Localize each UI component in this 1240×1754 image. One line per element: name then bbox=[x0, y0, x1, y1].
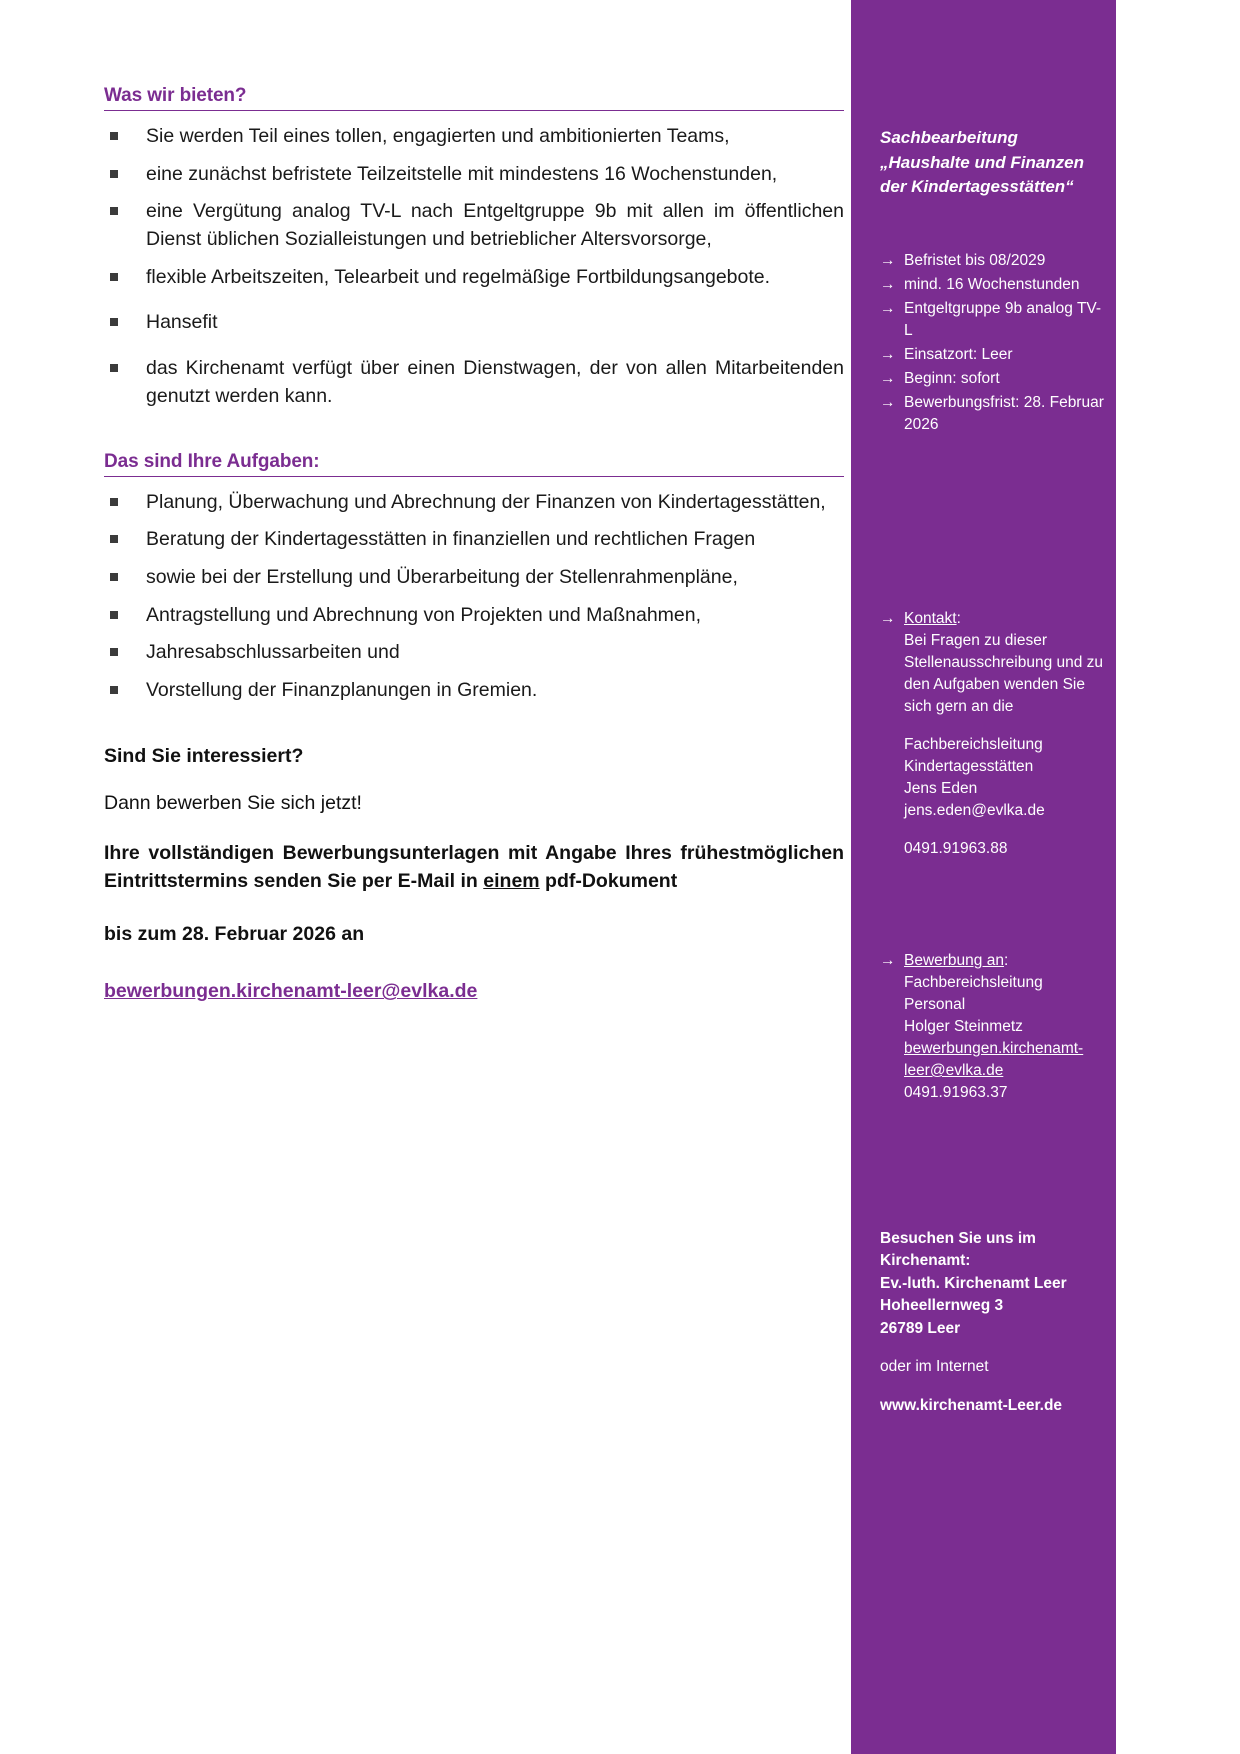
tasks-section-heading: Das sind Ihre Aufgaben: bbox=[104, 451, 844, 477]
visit-heading-line-1: Besuchen Sie uns im bbox=[880, 1230, 1036, 1247]
offer-section-heading: Was wir bieten? bbox=[104, 85, 844, 111]
contact-phone: 0491.91963.88 bbox=[904, 840, 1008, 857]
contact-person: Jens Eden bbox=[904, 780, 978, 797]
contact-department-line-2: Kindertagesstätten bbox=[904, 758, 1034, 775]
sidebar-job-title: Sachbearbeitung „Haushalte und Finanzen der Kindertagesstätten“ bbox=[880, 128, 1085, 197]
instructions-emphasis: einem bbox=[483, 870, 540, 893]
contact-label: Kontakt bbox=[904, 610, 957, 627]
instructions-part-2: pdf-Dokument bbox=[539, 870, 678, 893]
list-item: Sie werden Teil eines tollen, engagierten und ambitionierten Teams, bbox=[104, 123, 844, 151]
visit-street: Hoheellernweg 3 bbox=[880, 1297, 1004, 1315]
application-phone: 0491.91963.37 bbox=[904, 1084, 1008, 1101]
visit-website[interactable]: www.kirchenamt-Leer.de bbox=[880, 1396, 1063, 1414]
application-person: Holger Steinmetz bbox=[904, 1018, 1023, 1035]
spacer bbox=[880, 822, 1110, 838]
fact-label: Entgeltgruppe 9b analog TV-L bbox=[904, 300, 1102, 339]
spacer bbox=[104, 421, 844, 451]
spacer bbox=[880, 1340, 1110, 1356]
spacer bbox=[880, 1379, 1110, 1395]
apply-now-text: Dann bewerben Sie sich jetzt! bbox=[104, 791, 362, 814]
fact-label: Einsatzort: Leer bbox=[904, 346, 1013, 363]
list-item: Jahresabschlussarbeiten und bbox=[104, 639, 844, 667]
fact-label: Befristet bis 08/2029 bbox=[904, 252, 1046, 269]
application-department-line-1: Fachbereichsleitung bbox=[904, 974, 1043, 991]
arrow-icon: → bbox=[880, 610, 896, 627]
application-department-line-2: Personal bbox=[904, 996, 966, 1013]
application-email[interactable]: bewerbungen.kirchenamt-leer@evlka.de bbox=[904, 1040, 1084, 1079]
list-item: eine zunächst befristete Teilzeitstelle mit mindestens 16 Wochenstunden, bbox=[104, 161, 844, 189]
fact-item bbox=[880, 392, 1105, 436]
list-item: sowie bei der Erstellung und Überarbeitung der Stellenrahmenpläne, bbox=[104, 564, 844, 592]
sidebar-application-block bbox=[880, 950, 1110, 1104]
sidebar bbox=[851, 0, 1116, 1754]
arrow-icon: → bbox=[880, 276, 896, 293]
arrow-icon: → bbox=[880, 394, 896, 411]
fact-item bbox=[880, 344, 1105, 366]
application-label-suffix: : bbox=[1003, 952, 1009, 969]
visit-heading-line-2: Kirchenamt: bbox=[880, 1252, 971, 1270]
arrow-icon: → bbox=[880, 370, 896, 387]
tasks-list bbox=[104, 489, 844, 705]
list-item: das Kirchenamt verfügt über einen Dienstwagen, der von allen Mitarbeitenden genutzt werden kann. bbox=[104, 355, 844, 410]
sidebar-contact-block bbox=[880, 608, 1110, 860]
sidebar-facts-list bbox=[880, 250, 1105, 438]
fact-item bbox=[880, 250, 1105, 272]
application-instructions bbox=[104, 839, 844, 896]
arrow-icon: → bbox=[880, 252, 896, 269]
fact-item bbox=[880, 274, 1105, 296]
list-item: Hansefit bbox=[104, 309, 844, 337]
spacer bbox=[880, 718, 1110, 734]
spacer bbox=[104, 715, 844, 745]
visit-internet-label: oder im Internet bbox=[880, 1358, 989, 1376]
list-item: Beratung der Kindertagesstätten in finanziellen und rechtlichen Fragen bbox=[104, 526, 844, 554]
fact-item bbox=[880, 368, 1105, 390]
visit-city: 26789 Leer bbox=[880, 1319, 961, 1337]
list-item: Antragstellung und Abrechnung von Projekten und Maßnahmen, bbox=[104, 602, 844, 630]
contact-email[interactable]: jens.eden@evlka.de bbox=[904, 802, 1045, 819]
visit-office-name: Ev.-luth. Kirchenamt Leer bbox=[880, 1274, 1067, 1292]
fact-item bbox=[880, 298, 1105, 342]
fact-label: mind. 16 Wochenstunden bbox=[904, 276, 1080, 293]
list-item: flexible Arbeitszeiten, Telearbeit und regelmäßige Fortbildungsangebote. bbox=[104, 264, 844, 292]
contact-department-line-1: Fachbereichsleitung bbox=[904, 736, 1043, 753]
contact-intro: Bei Fragen zu dieser Stellenausschreibung und zu den Aufgaben wenden Sie sich gern an die bbox=[904, 632, 1104, 715]
offer-list bbox=[104, 123, 844, 411]
fact-label: Bewerbungsfrist: 28. Februar 2026 bbox=[904, 394, 1104, 433]
application-heading bbox=[880, 950, 1110, 972]
list-item: eine Vergütung analog TV-L nach Entgeltgruppe 9b mit allen im öffentlichen Dienst üblichen Sozialleistungen und betrieblicher Altersvorsorge, bbox=[104, 198, 844, 253]
contact-label-suffix: : bbox=[956, 610, 961, 627]
arrow-icon: → bbox=[880, 346, 896, 363]
sidebar-visit-block bbox=[880, 1228, 1110, 1417]
interested-heading: Sind Sie interessiert? bbox=[104, 744, 304, 767]
list-item: Vorstellung der Finanzplanungen in Gremien. bbox=[104, 677, 844, 705]
main-content bbox=[104, 85, 844, 1003]
deadline-line: bis zum 28. Februar 2026 an bbox=[104, 923, 365, 946]
contact-heading bbox=[880, 608, 1110, 630]
fact-label: Beginn: sofort bbox=[904, 370, 1000, 387]
arrow-icon: → bbox=[880, 300, 896, 317]
arrow-icon: → bbox=[880, 952, 896, 969]
application-label: Bewerbung an bbox=[904, 952, 1004, 969]
application-email-link[interactable]: bewerbungen.kirchenamt-leer@evlka.de bbox=[104, 980, 478, 1003]
list-item: Planung, Überwachung und Abrechnung der Finanzen von Kindertagesstätten, bbox=[104, 489, 844, 517]
instructions-part-1: Ihre vollständigen Bewerbungsunterlagen mit Angabe Ihres frühestmöglichen Eintrittstermins senden Sie per E-Mail in bbox=[104, 841, 844, 893]
